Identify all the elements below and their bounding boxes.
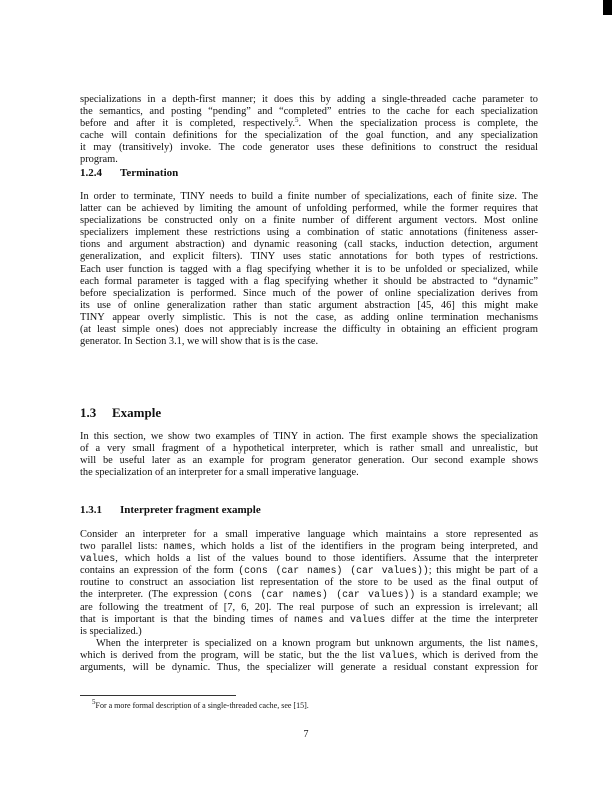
text-line bbox=[80, 431, 538, 443]
heading-title: Interpreter fragment example bbox=[120, 504, 261, 516]
text-segment: differ at the time the interpreter bbox=[385, 613, 538, 625]
text-line bbox=[80, 455, 538, 467]
heading-number: 1.3.1 bbox=[80, 504, 102, 516]
text-line bbox=[80, 227, 538, 239]
text-segment: generalization, and explicit filters). TINY uses static annotations for both types of restrictions. bbox=[80, 251, 538, 263]
footnote bbox=[92, 698, 309, 710]
text-segment: cache will contain definitions for the specialization of the goal function, and any specialization bbox=[80, 130, 538, 142]
text-segment: , bbox=[535, 638, 538, 649]
inline-code: (cons (car names) (car values)) bbox=[222, 589, 416, 601]
footnote-reference: 5 bbox=[295, 116, 299, 125]
inline-code: names bbox=[505, 638, 536, 649]
text-segment: latter can be achieved by limiting the amount of unfolding performed, while the former requires that bbox=[80, 203, 538, 215]
heading-termination bbox=[80, 167, 178, 179]
text-segment: is specialized.) bbox=[80, 625, 142, 637]
text-line bbox=[80, 443, 538, 455]
text-segment: (at least simple ones) does not appreciably increase the difficulty in obtaining an efficient program bbox=[80, 324, 538, 336]
text-segment: . When the specialization process is complete, the bbox=[298, 118, 539, 130]
inline-code: values bbox=[350, 613, 386, 625]
text-line bbox=[80, 203, 538, 215]
text-line bbox=[80, 312, 538, 324]
text-line bbox=[80, 154, 538, 166]
text-line bbox=[80, 626, 538, 638]
text-segment: , which is derived from the bbox=[414, 650, 538, 662]
footnote-rule bbox=[80, 695, 236, 696]
text-line bbox=[80, 288, 538, 300]
text-line bbox=[80, 662, 538, 674]
text-line bbox=[80, 529, 538, 541]
text-line bbox=[80, 215, 538, 227]
text-line bbox=[80, 467, 538, 479]
text-segment: When the interpreter is specialized on a known program but unknown arguments, the list bbox=[96, 638, 506, 649]
text-segment: the specialization of an interpreter for a small imperative language. bbox=[80, 467, 359, 479]
text-line bbox=[80, 251, 538, 263]
text-line bbox=[80, 191, 538, 203]
footnote-mark: 5 bbox=[92, 698, 96, 706]
heading-title: Example bbox=[112, 405, 162, 420]
text-segment: In this section, we show two examples of TINY in action. The first example shows the specialization bbox=[80, 431, 538, 442]
inline-code: values bbox=[379, 650, 415, 662]
paragraph-example-intro bbox=[80, 431, 538, 479]
text-segment: , which holds a list of the identifiers in the program being interpreted, and bbox=[192, 541, 538, 553]
text-segment: the semantics, and posting “pending” and “completed” entries to the cache for each specialization bbox=[80, 106, 538, 118]
text-segment: two parallel lists: bbox=[80, 541, 164, 553]
text-line bbox=[80, 264, 538, 276]
text-segment: is a standard example; we bbox=[415, 589, 538, 601]
text-line bbox=[80, 565, 538, 577]
text-line bbox=[80, 553, 538, 565]
text-line bbox=[80, 118, 538, 130]
text-segment: the interpreter. (The expression bbox=[80, 589, 223, 601]
text-segment: routine to construct an association list representation of the store to be used as the final output of bbox=[80, 577, 538, 589]
text-line bbox=[80, 577, 538, 589]
text-line bbox=[80, 130, 538, 142]
text-segment: generator. In Section 3.1, we will show that is is the case. bbox=[80, 336, 319, 348]
text-line bbox=[80, 650, 538, 662]
heading-title: Termination bbox=[120, 167, 179, 179]
text-segment: that is important is that the binding times of bbox=[80, 613, 294, 625]
text-segment: Consider an interpreter for a small imperative language which maintains a store represented as bbox=[80, 529, 538, 540]
inline-code: (cons (car names) (car values)) bbox=[238, 565, 429, 577]
text-line bbox=[80, 324, 538, 336]
text-segment: and bbox=[323, 613, 350, 625]
text-segment: before and after it is completed, respectively. bbox=[80, 118, 295, 130]
text-segment: In order to terminate, TINY needs to build a finite number of specializations, each of finite size. The bbox=[80, 191, 538, 202]
text-line bbox=[80, 602, 538, 614]
text-segment: arguments, will be dynamic. Thus, the specializer will generate a residual constant expression for bbox=[80, 662, 538, 674]
text-segment: before specialization is performed. Since much of the power of online specialization derives from bbox=[80, 287, 538, 299]
paragraph-termination bbox=[80, 191, 538, 348]
text-line bbox=[80, 336, 538, 348]
heading-number: 1.3 bbox=[80, 405, 97, 420]
text-segment: ; this might be part of a bbox=[428, 565, 538, 577]
inline-code: names bbox=[163, 541, 193, 553]
text-line bbox=[80, 589, 538, 601]
text-line bbox=[80, 94, 538, 106]
paragraph-specialized bbox=[80, 638, 538, 674]
text-line bbox=[80, 106, 538, 118]
text-segment: will be useful later as an example for program generator generation. Our second example shows bbox=[80, 455, 538, 467]
text-segment: program. bbox=[80, 154, 118, 166]
heading-interpreter-fragment bbox=[80, 504, 261, 516]
heading-number: 1.2.4 bbox=[80, 167, 102, 179]
text-segment: , which holds a list of the values bound to those identifiers. Assume that the interpreter bbox=[115, 553, 538, 565]
inline-code: values bbox=[80, 553, 116, 565]
text-line bbox=[80, 300, 538, 312]
text-line bbox=[80, 638, 538, 650]
text-segment: tions and argument abstraction) and dynamic reasoning (call stacks, induction detection, argument bbox=[80, 239, 538, 251]
text-line bbox=[80, 142, 538, 154]
text-line bbox=[80, 614, 538, 626]
text-line bbox=[80, 541, 538, 553]
text-segment: specializations in a depth-first manner; it does this by adding a single-threaded cache parameter to bbox=[80, 94, 538, 105]
text-segment: specializations be constructed only on a finite number of different argument vectors. Most online bbox=[80, 215, 538, 227]
text-line bbox=[80, 239, 538, 251]
text-segment: TINY appear overly simplistic. This is not the case, as adding online termination mechanisms bbox=[80, 311, 538, 323]
text-segment: each formal parameter is tagged with a flag specifying whether it should be abstracted to “dynamic” bbox=[80, 275, 538, 287]
page-number: 7 bbox=[303, 729, 309, 740]
text-line bbox=[80, 276, 538, 288]
paragraph-cache bbox=[80, 94, 538, 167]
text-segment: Each user function is tagged with a flag specifying whether it is to be unfolded or specialized, while bbox=[80, 263, 538, 275]
scan-mark bbox=[603, 0, 612, 15]
text-segment: of a very small fragment of a hypothetical interpreter, which is rather small and unrealistic, but bbox=[80, 443, 538, 455]
text-segment: it may (transitively) invoke. The code generator uses these definitions to construct the residual bbox=[80, 142, 538, 154]
text-segment: which is derived from the program, will be static, but the the list bbox=[80, 650, 380, 662]
inline-code: names bbox=[293, 613, 324, 625]
footnote-text: For a more formal description of a single-threaded cache, see [15]. bbox=[95, 701, 309, 710]
paragraph-interpreter bbox=[80, 529, 538, 638]
text-segment: its use of online generalization rather than static argument abstraction [45, 46] this might make bbox=[80, 299, 538, 311]
heading-example bbox=[80, 405, 161, 421]
text-segment: specializers implement these restrictions using a combination of static annotations (finiteness asser- bbox=[80, 227, 538, 239]
text-segment: contains an expression of the form bbox=[80, 565, 239, 577]
text-segment: are following the treatment of [7, 6, 20]. The real purpose of such an expression is irrelevant; all bbox=[80, 601, 538, 613]
